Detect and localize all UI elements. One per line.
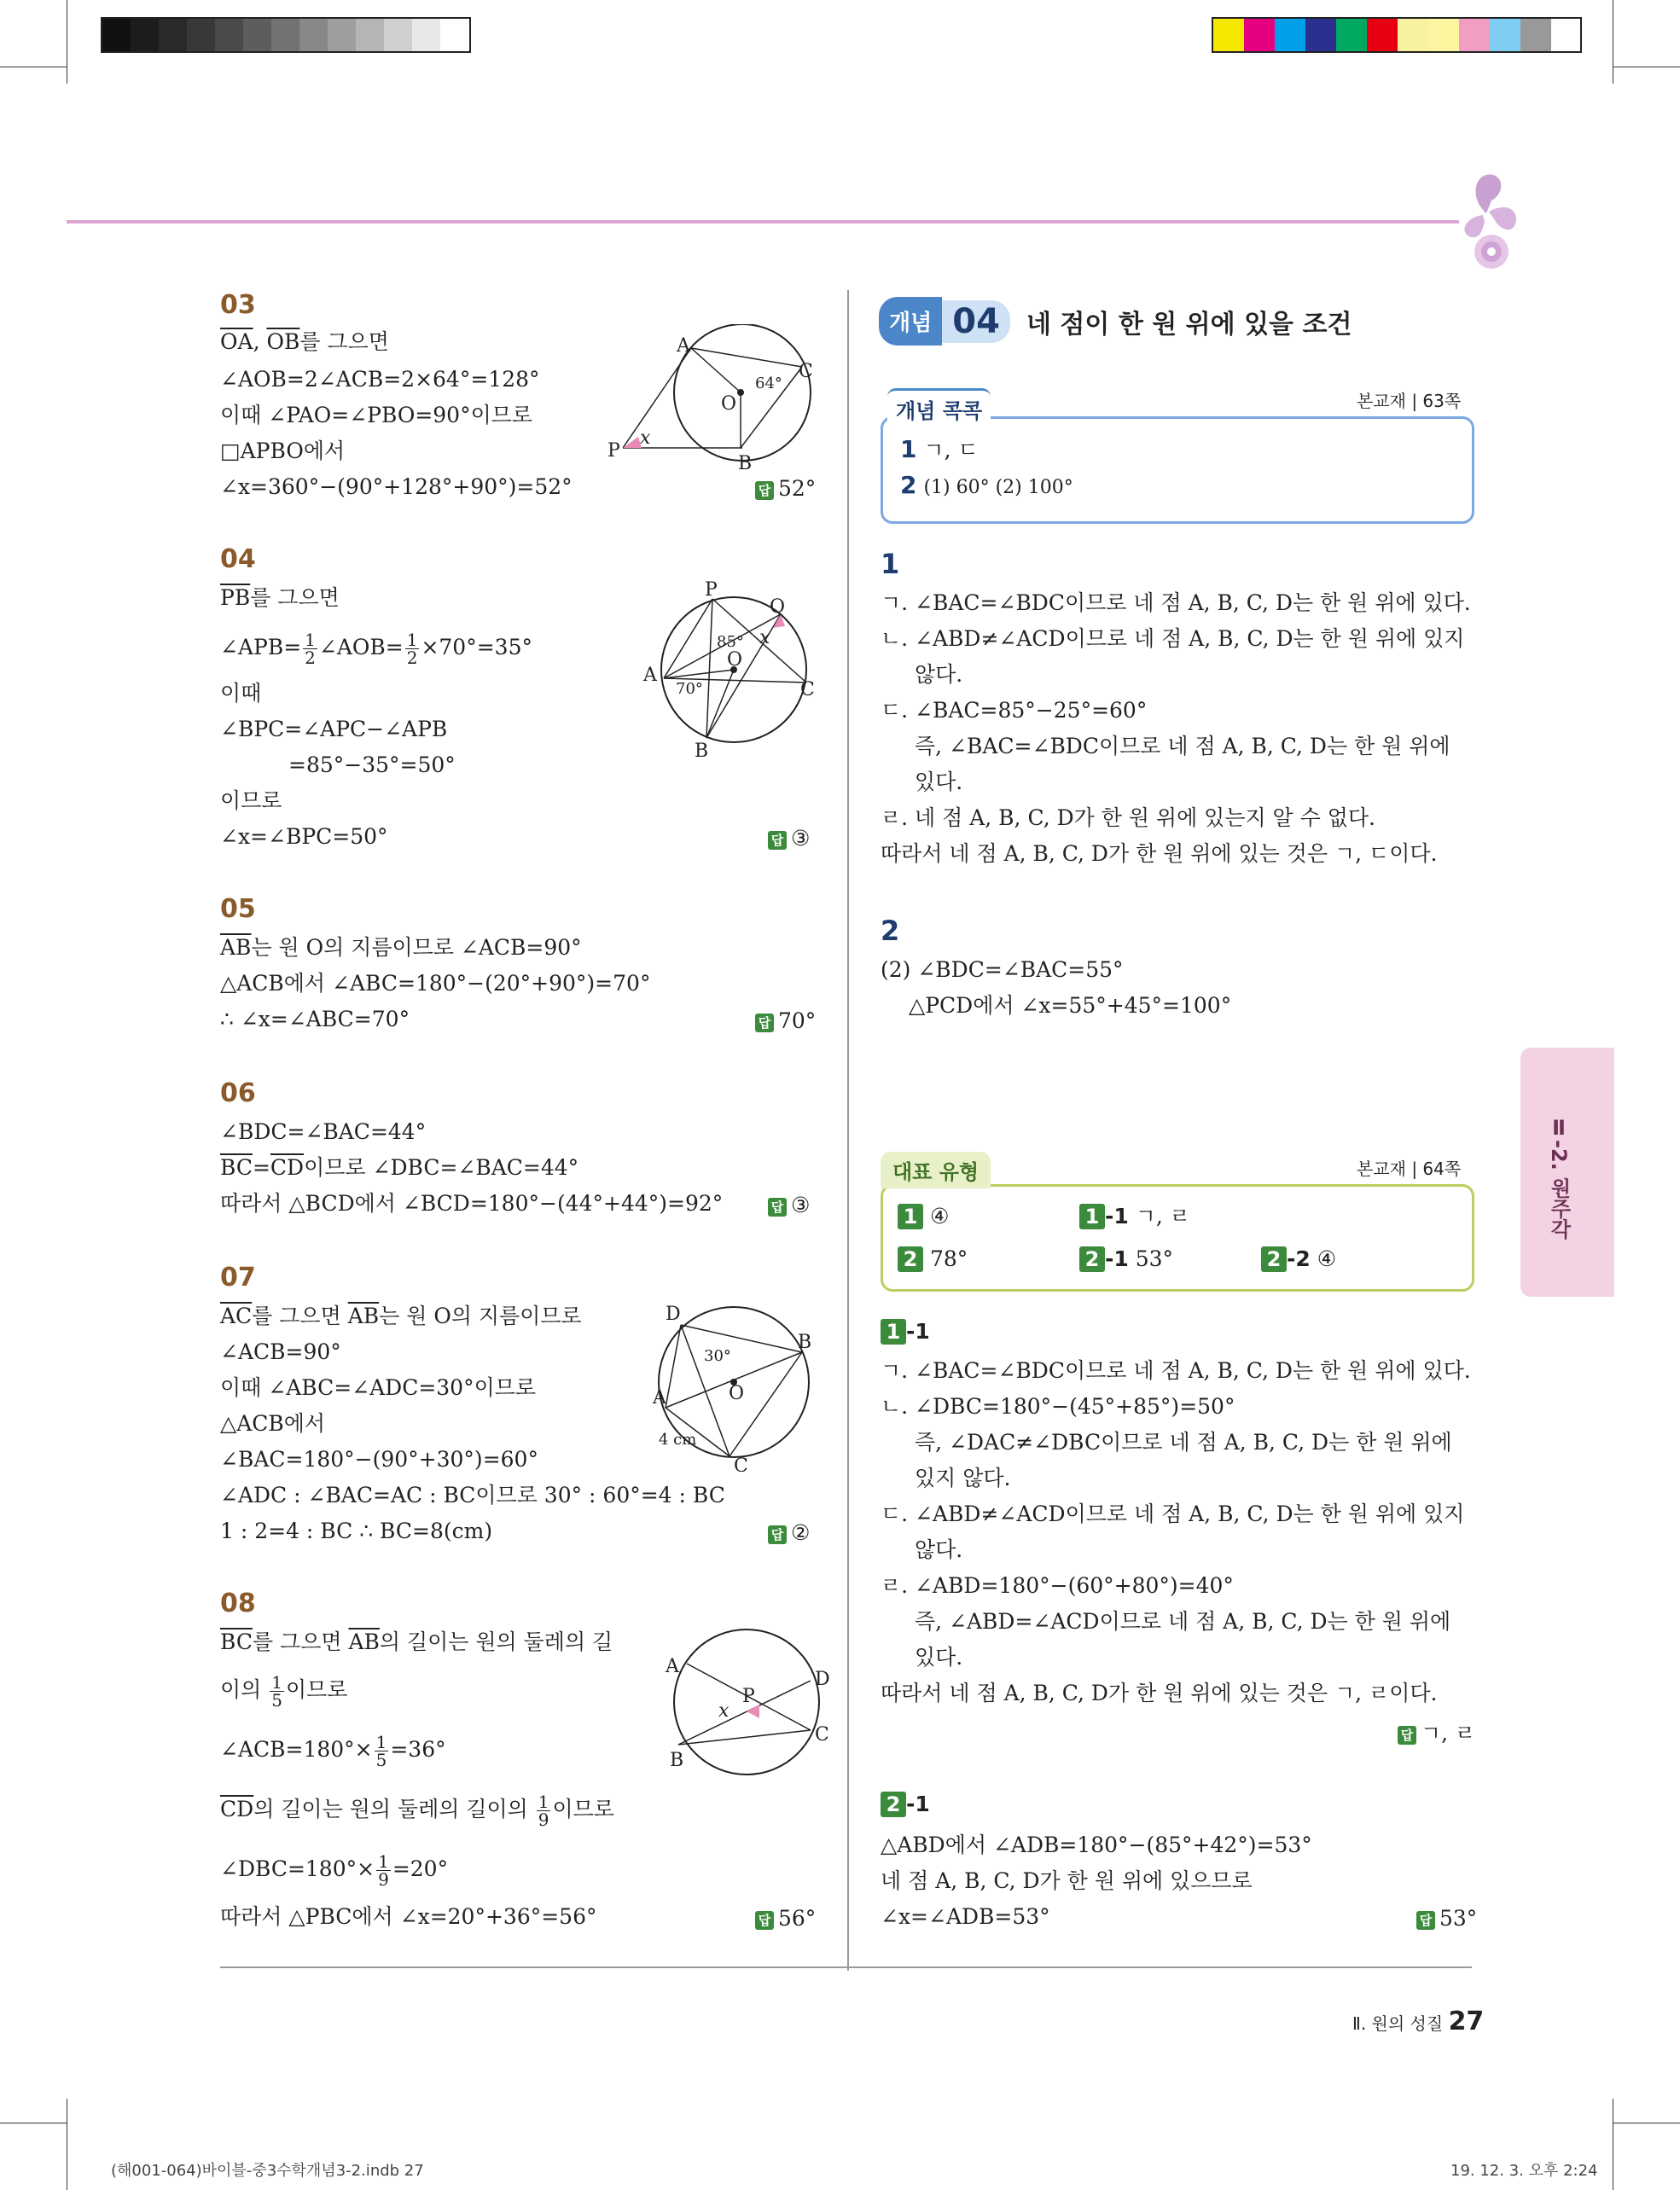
svg-text:Q: Q — [770, 596, 786, 618]
svg-text:C: C — [800, 679, 815, 700]
solution-line: 않다. — [915, 1537, 963, 1562]
answer-icon: 답 — [768, 1525, 787, 1544]
answer-icon: 답 — [1398, 1726, 1416, 1745]
flower-ornament-icon — [1442, 162, 1527, 273]
svg-text:x: x — [718, 1700, 730, 1722]
solution-line: 있다. — [915, 1645, 963, 1670]
figure-08 — [640, 1621, 836, 1783]
check-ref: 본교재 | 63쪽 — [1357, 391, 1462, 411]
svg-text:O: O — [729, 1383, 745, 1404]
svg-text:D: D — [666, 1304, 681, 1325]
answer-icon: 답 — [768, 1198, 787, 1217]
solution-line: ∠x=360°−(90°+128°+90°)=52° — [220, 474, 573, 499]
solution-line: △ACB에서 — [220, 1411, 326, 1436]
concept-title: 네 점이 한 원 위에 있을 조건 — [1026, 309, 1352, 340]
solution-line: △ABD에서 ∠ADB=180°−(85°+42°)=53° — [881, 1833, 1312, 1857]
solution-line: 즉, ∠ABD=∠ACD이므로 네 점 A, B, C, D는 한 원 위에 — [915, 1609, 1451, 1634]
solution-line: ㄴ. ∠ABD≠∠ACD이므로 네 점 A, B, C, D는 한 원 위에 있지 — [881, 626, 1465, 651]
solution-line: ∠APB= $\frac{1}{2}$ ∠AOB= $\frac{1}{2}$ ×70°=35° — [220, 630, 532, 668]
rep-item: 1 -1 ㄱ, ㄹ — [1079, 1199, 1190, 1234]
answer: 답 ③ — [768, 1193, 810, 1217]
solution-line: 즉, ∠BAC=∠BDC이므로 네 점 A, B, C, D는 한 원 위에 — [915, 734, 1450, 758]
solution-line: 네 점 A, B, C, D가 한 원 위에 있으므로 — [881, 1868, 1253, 1893]
svg-text:85°: 85° — [717, 633, 744, 651]
rep-item: 2 -2 ④ — [1261, 1241, 1336, 1277]
column-divider — [847, 290, 849, 1971]
solution-line: 따라서 △PBC에서 ∠x=20°+36°=56° — [220, 1904, 597, 1929]
color-bar — [1212, 17, 1582, 53]
section-number: 1 — [881, 548, 900, 580]
rep-label: 대표 유형 — [881, 1152, 991, 1188]
problem-number: 07 — [220, 1263, 256, 1293]
solution-line: 따라서 네 점 A, B, C, D가 한 원 위에 있는 것은 ㄱ, ㄷ이다. — [881, 841, 1438, 866]
rep-item: 1 ④ — [898, 1199, 949, 1234]
svg-text:C: C — [815, 1724, 829, 1746]
solution-line: ∠ACB=180°× $\frac{1}{5}$ =36° — [220, 1732, 446, 1770]
solution-line: 있다. — [915, 770, 963, 794]
solution-line: ∴ ∠x=∠ABC=70° — [220, 1007, 410, 1031]
answer-icon: 답 — [755, 1911, 774, 1930]
svg-text:x: x — [759, 627, 770, 648]
solution-line: ∠BDC=∠BAC=44° — [220, 1119, 427, 1144]
side-tab-label: Ⅱ-2. 원주각 — [1547, 1116, 1571, 1240]
solution-line: 따라서 △BCD에서 ∠BCD=180°−(44°+44°)=92° — [220, 1191, 724, 1216]
rep-ref: 본교재 | 64쪽 — [1357, 1159, 1462, 1179]
solution-line: 이때 ∠ABC=∠ADC=30°이므로 — [220, 1375, 537, 1400]
svg-text:O: O — [721, 393, 737, 415]
svg-text:B: B — [695, 741, 709, 759]
solution-line: ㄹ. ∠ABD=180°−(60°+80°)=40° — [881, 1573, 1234, 1598]
solution-line: 이므로 — [220, 788, 282, 813]
solution-line: 있지 않다. — [915, 1466, 1011, 1490]
side-tab — [1520, 1048, 1614, 1297]
svg-text:B: B — [798, 1332, 812, 1353]
problem-number: 08 — [220, 1589, 256, 1618]
svg-text:D: D — [815, 1669, 830, 1690]
figure-04 — [631, 580, 836, 759]
solution-line: △ACB에서 ∠ABC=180°−(20°+90°)=70° — [220, 971, 651, 996]
check-line: 1 ㄱ, ㄷ — [900, 435, 979, 463]
solution-line: ㄱ. ∠BAC=∠BDC이므로 네 점 A, B, C, D는 한 원 위에 있다. — [881, 590, 1471, 615]
solution-line: 않다. — [915, 662, 963, 687]
solution-line: □APBO에서 — [220, 439, 346, 463]
problem-number: 05 — [220, 894, 256, 924]
footer-section: Ⅱ. 원의 성질 27 — [1352, 2007, 1485, 2036]
solution-line: ∠BPC=∠APC−∠APB — [220, 717, 448, 741]
solution-line: $\overline{OA}$, $\overline{OB}$를 그으면 — [220, 329, 389, 354]
solution-line: $\overline{AC}$를 그으면 $\overline{AB}$는 원 O의 지름이므로 — [220, 1304, 582, 1328]
problem-number: 06 — [220, 1078, 256, 1108]
answer: 답 70° — [755, 1008, 816, 1033]
solution-line: 이의 $\frac{1}{5}$ 이므로 — [220, 1672, 348, 1711]
answer: 답 ② — [768, 1520, 810, 1545]
solution-line: ∠ACB=90° — [220, 1339, 341, 1364]
answer-icon: 답 — [755, 1014, 774, 1032]
print-file-info: (해001-064)바이블-중3수학개념3-2.indb 27 — [111, 2162, 424, 2180]
section-number: 2 — [881, 915, 900, 947]
header-rule — [67, 220, 1459, 224]
svg-text:O: O — [727, 649, 743, 671]
solution-line: ㄱ. ∠BAC=∠BDC이므로 네 점 A, B, C, D는 한 원 위에 있다. — [881, 1358, 1471, 1383]
problem-number: 03 — [220, 290, 256, 320]
answer-icon: 답 — [755, 481, 774, 500]
svg-text:70°: 70° — [676, 680, 703, 698]
svg-text:30°: 30° — [704, 1347, 731, 1365]
svg-text:4 cm: 4 cm — [659, 1431, 697, 1449]
svg-text:C: C — [799, 361, 813, 382]
svg-text:P: P — [705, 580, 718, 601]
answer-icon: 답 — [1416, 1911, 1435, 1930]
solution-line: $\overline{BC}=\overline{CD}$이므로 ∠DBC=∠BAC=44° — [220, 1155, 579, 1180]
problem-number: 04 — [220, 544, 256, 574]
svg-text:P: P — [607, 440, 620, 462]
check-label: 개념 콕콕 — [887, 388, 991, 427]
answer: 답 53° — [1416, 1906, 1477, 1931]
solution-line: 이때 ∠PAO=∠PBO=90°이므로 — [220, 403, 533, 427]
answer: 답 ③ — [768, 826, 810, 851]
concept-header — [879, 297, 1352, 345]
solution-line: ∠x=∠BPC=50° — [220, 824, 388, 849]
subsection-header: 2 -1 — [881, 1786, 930, 1822]
svg-text:A: A — [653, 1387, 666, 1409]
svg-text:B: B — [738, 453, 753, 474]
answer: 답 ㄱ, ㄹ — [1398, 1717, 1475, 1747]
answer: 답 52° — [755, 476, 816, 501]
solution-line: 즉, ∠DAC≠∠DBC이므로 네 점 A, B, C, D는 한 원 위에 — [915, 1430, 1452, 1455]
solution-line: ∠AOB=2∠ACB=2×64°=128° — [220, 367, 540, 392]
grayscale-bar — [101, 17, 471, 53]
svg-text:A: A — [677, 335, 690, 357]
check-line: 2 (1) 60° (2) 100° — [900, 471, 1073, 499]
solution-line: $\overline{AB}$는 원 O의 지름이므로 ∠ACB=90° — [220, 935, 582, 960]
solution-line: 1 : 2=4 : BC ∴ BC=8(cm) — [220, 1519, 493, 1543]
svg-text:x: x — [640, 427, 651, 449]
solution-line: ∠x=∠ADB=53° — [881, 1904, 1050, 1929]
answer-icon: 답 — [768, 831, 787, 850]
rep-item: 2 -1 53° — [1079, 1241, 1173, 1277]
solution-line: 이때 — [220, 681, 262, 706]
solution-line: 따라서 네 점 A, B, C, D가 한 원 위에 있는 것은 ㄱ, ㄹ이다. — [881, 1681, 1438, 1705]
solution-line: ∠DBC=180°× $\frac{1}{9}$ =20° — [220, 1851, 449, 1890]
solution-line: ∠BAC=180°−(90°+30°)=60° — [220, 1447, 538, 1472]
solution-line: ㄷ. ∠BAC=85°−25°=60° — [881, 698, 1148, 723]
solution-line: ㄹ. 네 점 A, B, C, D가 한 원 위에 있는지 알 수 없다. — [881, 805, 1376, 830]
svg-text:C: C — [734, 1455, 748, 1472]
svg-text:A: A — [643, 665, 657, 686]
answer: 답 56° — [755, 1906, 816, 1931]
svg-text:A: A — [666, 1656, 679, 1677]
solution-line: ㄷ. ∠ABD≠∠ACD이므로 네 점 A, B, C, D는 한 원 위에 있지 — [881, 1502, 1465, 1526]
solution-line: $\overline{BC}$를 그으면 $\overline{AB}$의 길이는 원의 둘레의 길 — [220, 1629, 613, 1654]
svg-text:64°: 64° — [755, 375, 782, 392]
figure-07 — [648, 1301, 836, 1472]
solution-line: (2) ∠BDC=∠BAC=55° — [881, 957, 1124, 982]
svg-text:B: B — [670, 1750, 684, 1771]
bottom-rule — [220, 1966, 1472, 1968]
figure-03 — [597, 324, 836, 478]
rep-item: 2 78° — [898, 1241, 968, 1277]
svg-text:P: P — [742, 1686, 755, 1707]
solution-line: ㄴ. ∠DBC=180°−(45°+85°)=50° — [881, 1394, 1235, 1419]
print-date: 19. 12. 3. 오후 2:24 — [1450, 2162, 1598, 2180]
solution-line: =85°−35°=50° — [288, 752, 456, 777]
solution-line: $\overline{CD}$의 길이는 원의 둘레의 길이의 $\frac{1}{9}$ 이므로 — [220, 1792, 614, 1830]
solution-line: $\overline{PB}$를 그으면 — [220, 585, 340, 610]
solution-line: △PCD에서 ∠x=55°+45°=100° — [909, 993, 1232, 1018]
subsection-header: 1 -1 — [881, 1314, 930, 1350]
concept-number: 04 — [942, 300, 1010, 343]
solution-line: ∠ADC : ∠BAC=AC : BC이므로 30° : 60°=4 : BC — [220, 1483, 725, 1507]
concept-tag: 개념 — [879, 297, 942, 346]
